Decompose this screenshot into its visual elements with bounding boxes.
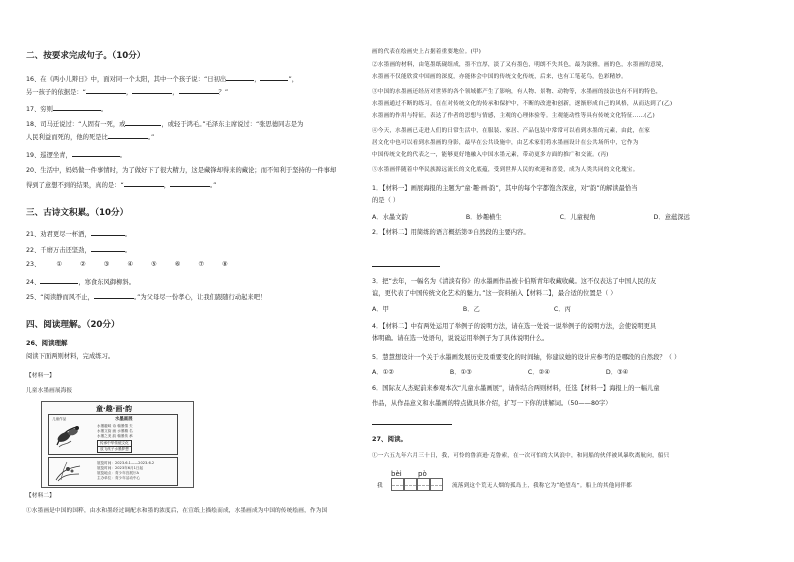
section4-title: 四、阅读理解。（20分） [26, 320, 120, 330]
question-3: 3．把“去年，一幅名为《清淡有你》的水墨画作品被卡伯斯青年收藏收藏。这不仅表达了中国人民的友 [372, 278, 657, 285]
ink-flower-icon [53, 423, 83, 451]
question-1-cont: 的是（ ） [372, 197, 400, 204]
poster-stamp-2: 放飞孩子水墨梦想 [97, 446, 132, 453]
option-d[interactable]: D．意蕴深远 [653, 214, 690, 221]
poster-panel-top [48, 414, 178, 455]
option-a[interactable]: A．甲 [372, 306, 389, 313]
question-21: 21、劝君更尽一杯酒， 。 [26, 231, 131, 238]
pinyin-2: pò [418, 470, 427, 478]
answer-blank[interactable] [40, 277, 78, 284]
answer-blank[interactable] [86, 87, 126, 94]
answer-line[interactable] [372, 424, 452, 425]
question-27-title: 27、阅读。 [372, 435, 408, 443]
answer-blank[interactable] [226, 74, 254, 81]
question-4: 4．【材料二】中有两处运用了举例子的说明方法，请在选一处说一说举例子的说明方法，会使说明更具 [372, 323, 657, 330]
question-19: 19、巡逻坐青， 。 [26, 152, 127, 159]
question-16: 16、在《两小儿辩日》中，面对同一个太阳，其中一个孩子说：“日初出 ， ”， [26, 76, 299, 83]
answer-blank[interactable] [132, 87, 172, 94]
question-4-cont: 体明确。请在选一处语句，说说运用举例子为了具体说明什么。 [372, 335, 549, 342]
option-c[interactable]: C．②④ [527, 369, 550, 376]
poster-line-1: 水墨趣味 诗 翰墨情 夫 [97, 424, 133, 428]
material2-paragraph-4-cont2: 中国传统文化的代表之一，能够更好地融入中国水墨元素，带动更多方面的推广和交流。(丙) [372, 152, 609, 158]
poster-line-3: 水墨之美 韵 翰墨传 承 [97, 434, 133, 438]
option-a[interactable]: A．水墨文韵 [372, 214, 408, 221]
poster-title: 童·趣·画·韵 [96, 405, 132, 413]
question-20: 20、生活中，妈妈做一件事情时，为了做好下了很大精力，这是藏锋却得来的藏论；而不知利于坚持的一件事却 [26, 167, 337, 174]
material2-paragraph-4-cont: 居文化中也可以看到水墨画的身影，最早在公共设施中，由艺术家们将水墨画设计在公共场所中，它作为 [372, 140, 639, 146]
option-b[interactable]: B．乙 [462, 306, 480, 313]
material2-paragraph-2: ②水墨画的材料，由笔墨纸砚组成，墨不宜厚，淡了又有墨色，明朗不失其色，最为淡雅，画的色，水墨画的意境， [372, 62, 668, 68]
option-d[interactable]: D．③④ [605, 369, 629, 376]
question-24: 24、 ，寒食东风御柳斜。 [26, 279, 135, 286]
answer-blank[interactable] [94, 292, 134, 299]
material2-paragraph-4: ④今天，水墨画已走进人们的日常生活中，在服装、家居、产品包装中常常可以看到水墨的元素，由此，在家 [372, 128, 651, 134]
option-c[interactable]: C．丙 [553, 306, 571, 313]
poster-panel-bottom [48, 457, 178, 486]
char-box[interactable] [391, 478, 404, 491]
poster-subtitle-2: 水墨画展 [115, 417, 133, 422]
material2-paragraph-3-cont2: 水墨画的作用与特征，表达了作者的思想与情感，主观的心理体验等。主观能动性等具有传统文化特征……(乙) [372, 113, 655, 119]
material2-paragraph-5: ⑤水墨画伴随着中华民族源远流长的文化底蕴，受到世界人民的欢迎和喜爱，成为人类共同的文化瑰宝。 [372, 167, 639, 173]
material2-paragraph-3: ③中国的水墨画还经历对世界的各个领域都产生了影响，有人物、景物、动物等，水墨画的技法也有不同的特色， [372, 89, 662, 95]
answer-blank[interactable] [260, 74, 288, 81]
answer-blank[interactable] [72, 150, 120, 157]
char-box[interactable] [404, 478, 417, 491]
question-6: 6．国际友人杰妮前来参观本次“儿童水墨画展”，请你结合两则材料，任选【材料一】海报上的一幅儿童 [372, 385, 660, 392]
question-18-cont: 人民利益而死的，他的死是比 。” [26, 134, 155, 141]
question-6-cont: 作品，从作品意义和水墨画的特点做具体介绍，扩写一下你的讲解词。（50——80字） [372, 400, 612, 407]
question-23: 23、 ① ② ③ ④ ⑤ ⑥ ⑦ ⑧ [26, 261, 228, 268]
question-3-cont: 谊，更代表了中国传统文化艺术的魅力。”这一资料插入【材料二】，最合适的位置是（ ） [372, 290, 617, 297]
pinyin-1: bèi [391, 470, 402, 478]
option-a[interactable]: A．①② [372, 369, 394, 376]
section3-title: 三、古诗文积累。（10分） [26, 208, 129, 218]
question-17: 17、穷则 。 [26, 106, 108, 113]
option-c[interactable]: C．儿童视角 [559, 214, 596, 221]
question-1-options [372, 214, 690, 222]
material1-label: 【材料一】 [26, 373, 55, 379]
answer-line[interactable] [372, 266, 440, 267]
question-18: 18、司马迁说过：“人固有一死，或 ，或轻于鸿毛。”毛泽东主席说过：“张思德同志是为 [26, 121, 304, 128]
option-b[interactable]: B．妙趣横生 [465, 214, 502, 221]
exhibition-poster [41, 401, 194, 488]
question-26-instructions: 阅读下面两则材料，完成练习。 [26, 353, 115, 360]
section2-title: 二、按要求完成句子。（10分） [26, 51, 146, 61]
poster-info-1: 展览时间：2023.6.1——2023.6.2 [97, 461, 155, 465]
reading-paragraph-1-lead: 我 [377, 483, 383, 489]
answer-blank[interactable] [170, 180, 210, 187]
material2-label: 【材料二】 [26, 493, 55, 499]
answer-blank[interactable] [179, 87, 219, 94]
material2-paragraph-3-cont: 水墨画通过不断的练习，在在对传统文化的传承和保护中，不断的改进和创新，逐渐形成自己的风格，从而达到了(乙) [372, 101, 673, 107]
char-box[interactable] [430, 478, 443, 491]
question-5-options [372, 369, 628, 377]
poster-info-3: 展览地点：青少年宫展厅A [97, 471, 139, 475]
material2-paragraph-1-cont: 画的代表在绘画史上占据着重要地位。(甲) [372, 49, 482, 55]
poster-info-2: 展览时间：2023年6月1日起 [97, 466, 144, 470]
option-b[interactable]: B．①③ [449, 369, 472, 376]
left-column [26, 0, 371, 562]
poster-caption: 儿童水墨画展海报 [26, 388, 73, 394]
material2-paragraph-2-cont: 水墨画不仅能欣赏中国画的深度，亦能体会中国的传统文化传统，后来，也有工笔花鸟，色彩精妙。 [372, 74, 627, 80]
question-1: 1．【材料一】画展海报的主题为“童·趣·画·韵”，其中的每个字都饱含深意，对“韵”的解读最恰当 [372, 185, 638, 192]
answer-blank[interactable] [124, 180, 164, 187]
poster-info-4: 主办单位：青少年活动中心 [97, 476, 141, 480]
ink-orchid-icon [53, 460, 83, 483]
question-16-cont: 另一孩子的依据是：“ ， ， ？” [26, 89, 229, 96]
question-3-options [372, 306, 571, 314]
question-25: 25、“阅读静而风不止， 。”为父母尽一份孝心，让我们跟随行动起来吧！ [26, 294, 267, 301]
reading-paragraph-1: ①一六五九年六月三十日，我，可怜的鲁滨逊·克鲁索，在一次可怕的大风浪中，和同船的伙伴被风暴吹离航向，船只 [372, 453, 670, 459]
question-22: 22、千磨万击还坚劲， 。 [26, 247, 131, 254]
right-column [372, 0, 774, 562]
question-26-title: 26、阅读理解 [26, 339, 68, 347]
poster-subtitle-1: 儿童作品 [52, 417, 67, 421]
question-20-cont: 得到了意想不到的结果，真的是：“ ， 。” [26, 182, 217, 189]
answer-blank[interactable] [91, 245, 125, 252]
poster-stamp-1: 传承中华传统文化 [97, 440, 132, 447]
poster-line-2: 水墨文韵 画 水墨精 名 [97, 429, 133, 433]
answer-blank[interactable] [91, 229, 125, 236]
material2-paragraph-1: ①水墨画是中国的国粹，由水和墨经过调配水和墨的浓度后，在宣纸上描绘而成，水墨画成为中国的传统绘画，作为国 [26, 508, 328, 514]
answer-blank[interactable] [108, 132, 148, 139]
question-5: 5．慧慧想设计一个关于水墨画发展历史及重要变化的时间轴，你建议她的设计应参考的是哪段的自然段？（ ） [372, 354, 681, 361]
answer-blank[interactable] [125, 119, 161, 126]
question-2: 2．【材料二】用简练的语言概括第③自然段的主要内容。 [372, 229, 530, 236]
reading-paragraph-1-cont: 流落到这个荒无人烟的孤岛上，我称它为“绝望岛”。船上的其他同伴都 [452, 483, 632, 489]
answer-blank[interactable] [53, 104, 101, 111]
char-box[interactable] [417, 478, 430, 491]
